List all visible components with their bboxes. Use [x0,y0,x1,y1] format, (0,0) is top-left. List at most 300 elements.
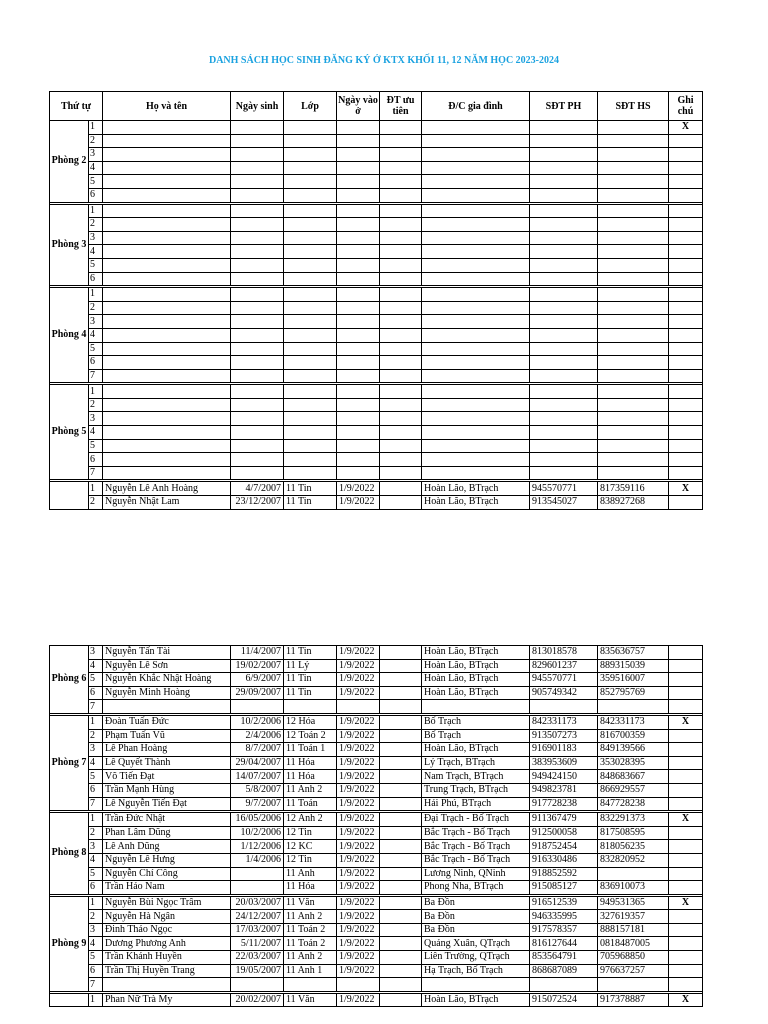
phone-parent-cell [530,272,598,286]
row-number-cell: 2 [89,826,103,840]
phone-parent-cell [530,466,598,480]
student-name-cell [103,188,231,202]
table-row [50,729,703,743]
date-of-birth-cell: 11/4/2007 [231,646,284,660]
date-of-birth-cell [231,161,284,175]
room-label: Phòng 5 [50,385,89,480]
phone-parent-cell [530,700,598,714]
priority-cell [380,993,422,1007]
date-of-birth-cell [231,398,284,412]
date-of-birth-cell: 10/2/2006 [231,826,284,840]
priority-cell [380,453,422,467]
student-name-cell [103,245,231,259]
row-number-cell: 7 [89,466,103,480]
address-cell [422,245,530,259]
row-number-cell: 7 [89,797,103,811]
phone-student-cell: 832820952 [598,853,669,867]
phone-parent-cell: 916901183 [530,743,598,757]
address-cell: Bắc Trạch - Bố Trạch [422,826,530,840]
phone-student-cell: 888157181 [598,923,669,937]
date-in-cell [337,175,380,189]
address-cell: Trung Trạch, BTrạch [422,783,530,797]
phone-student-cell: 817359116 [598,482,669,496]
class-cell: 12 Toán 2 [284,729,337,743]
date-of-birth-cell [231,881,284,895]
date-of-birth-cell [231,272,284,286]
date-of-birth-cell: 5/11/2007 [231,937,284,951]
class-cell [284,978,337,992]
phone-student-cell: 949531365 [598,896,669,910]
class-cell: 11 Toán 1 [284,743,337,757]
date-in-cell: 1/9/2022 [337,729,380,743]
class-cell [284,231,337,245]
row-number-cell: 6 [89,686,103,700]
student-name-cell: Lê Quyết Thành [103,756,231,770]
row-number-cell: 3 [89,412,103,426]
note-cell [669,148,703,162]
class-cell [284,175,337,189]
address-cell [422,385,530,399]
table-row [50,204,703,218]
header-name: Họ và tên [103,92,231,121]
row-number-cell: 2 [89,910,103,924]
row-number-cell: 6 [89,881,103,895]
table-row [50,301,703,315]
student-name-cell [103,700,231,714]
student-name-cell [103,385,231,399]
phone-student-cell: 835636757 [598,646,669,660]
priority-cell [380,426,422,440]
row-number-cell: 4 [89,161,103,175]
address-cell: Ba Đồn [422,923,530,937]
date-in-cell [337,700,380,714]
priority-cell [380,231,422,245]
address-cell: Bắc Trạch - Bố Trạch [422,840,530,854]
address-cell: Ba Đồn [422,896,530,910]
priority-cell [380,964,422,978]
address-cell [422,426,530,440]
address-cell: Hoàn Lão, BTrạch [422,496,530,510]
table-row [50,923,703,937]
header-row [50,92,703,121]
student-name-cell: Nguyễn Lê Anh Hoàng [103,482,231,496]
class-cell: 12 Hóa [284,715,337,729]
note-cell [669,466,703,480]
table-row [50,993,703,1007]
note-cell [669,258,703,272]
phone-student-cell: 327619357 [598,910,669,924]
address-cell: Phong Nha, BTrạch [422,881,530,895]
note-cell [669,840,703,854]
class-cell [284,466,337,480]
date-of-birth-cell: 10/2/2006 [231,715,284,729]
phone-student-cell [598,453,669,467]
class-cell [284,356,337,370]
note-cell [669,426,703,440]
note-cell [669,301,703,315]
note-cell [669,315,703,329]
address-cell: Hoàn Lão, BTrạch [422,743,530,757]
student-name-cell: Nguyễn Minh Hoàng [103,686,231,700]
phone-parent-cell: 913545027 [530,496,598,510]
date-of-birth-cell [231,369,284,383]
date-of-birth-cell: 8/7/2007 [231,743,284,757]
student-name-cell [103,175,231,189]
table-row [50,853,703,867]
address-cell [422,398,530,412]
student-name-cell: Phạm Tuấn Vũ [103,729,231,743]
date-in-cell: 1/9/2022 [337,937,380,951]
note-cell [669,910,703,924]
phone-parent-cell [530,188,598,202]
row-number-cell: 3 [89,315,103,329]
note-cell [669,646,703,660]
row-number-cell: 1 [89,715,103,729]
student-name-cell: Dương Phương Anh [103,937,231,951]
student-name-cell: Trần Khánh Huyền [103,951,231,965]
phone-parent-cell [530,426,598,440]
priority-cell [380,258,422,272]
row-number-cell: 5 [89,439,103,453]
phone-parent-cell [530,134,598,148]
phone-parent-cell [530,245,598,259]
dorm-table-page-1 [49,91,703,510]
table-row [50,826,703,840]
class-cell: 11 Văn [284,993,337,1007]
date-of-birth-cell: 20/03/2007 [231,896,284,910]
date-of-birth-cell: 19/05/2007 [231,964,284,978]
priority-cell [380,148,422,162]
class-cell: 11 Anh 2 [284,951,337,965]
priority-cell [380,315,422,329]
row-number-cell: 5 [89,258,103,272]
table-row [50,910,703,924]
class-cell: 11 Tin [284,646,337,660]
student-name-cell [103,398,231,412]
phone-parent-cell [530,385,598,399]
phone-parent-cell [530,148,598,162]
table-row [50,426,703,440]
address-cell [422,175,530,189]
phone-parent-cell [530,301,598,315]
date-in-cell [337,412,380,426]
priority-cell [380,867,422,881]
student-name-cell: Trần Đức Nhật [103,813,231,827]
date-in-cell: 1/9/2022 [337,993,380,1007]
phone-parent-cell: 945570771 [530,482,598,496]
address-cell [422,412,530,426]
priority-cell [380,301,422,315]
phone-parent-cell [530,121,598,135]
note-cell [669,204,703,218]
phone-parent-cell [530,258,598,272]
table-row [50,412,703,426]
phone-parent-cell [530,175,598,189]
class-cell [284,342,337,356]
date-in-cell [337,978,380,992]
table-row [50,783,703,797]
phone-parent-cell [530,342,598,356]
date-in-cell [337,188,380,202]
note-cell [669,937,703,951]
date-in-cell [337,204,380,218]
phone-student-cell: 976637257 [598,964,669,978]
phone-parent-cell [530,204,598,218]
date-in-cell: 1/9/2022 [337,770,380,784]
priority-cell [380,175,422,189]
date-of-birth-cell [231,453,284,467]
note-cell: X [669,715,703,729]
phone-parent-cell: 949424150 [530,770,598,784]
priority-cell [380,756,422,770]
note-cell [669,245,703,259]
address-cell: Liên Trường, QTrạch [422,951,530,965]
class-cell: 12 Tin [284,853,337,867]
date-in-cell [337,369,380,383]
row-number-cell: 1 [89,813,103,827]
phone-student-cell [598,258,669,272]
class-cell: 11 Anh 2 [284,783,337,797]
priority-cell [380,840,422,854]
address-cell: Bố Trạch [422,729,530,743]
dorm-table-page-2 [49,645,703,1007]
phone-parent-cell: 918752454 [530,840,598,854]
student-name-cell [103,231,231,245]
date-of-birth-cell [231,412,284,426]
address-cell: Hoàn Lão, BTrạch [422,686,530,700]
date-in-cell: 1/9/2022 [337,910,380,924]
priority-cell [380,923,422,937]
date-in-cell: 1/9/2022 [337,797,380,811]
row-number-cell: 7 [89,369,103,383]
student-name-cell [103,466,231,480]
table-row [50,646,703,660]
page-title: DANH SÁCH HỌC SINH ĐĂNG KÝ Ở KTX KHỐI 11, 12 NĂM HỌC 2023-2024 [208,55,559,66]
date-in-cell [337,426,380,440]
room-label: Phòng 3 [50,204,89,286]
student-name-cell: Phan Lâm Dũng [103,826,231,840]
priority-cell [380,482,422,496]
table-row [50,715,703,729]
table-row [50,700,703,714]
address-cell: Hạ Trạch, Bố Trạch [422,964,530,978]
table-row [50,342,703,356]
room-label: Phòng 7 [50,715,89,810]
row-number-cell: 7 [89,978,103,992]
class-cell [284,134,337,148]
date-of-birth-cell [231,204,284,218]
phone-parent-cell: 917728238 [530,797,598,811]
student-name-cell: Nguyễn Bùi Ngọc Trâm [103,896,231,910]
priority-cell [380,896,422,910]
header-dob: Ngày sinh [231,92,284,121]
priority-cell [380,937,422,951]
address-cell: Hải Phú, BTrạch [422,797,530,811]
phone-parent-cell: 913507273 [530,729,598,743]
priority-cell [380,797,422,811]
date-of-birth-cell [231,867,284,881]
date-in-cell: 1/9/2022 [337,743,380,757]
note-cell [669,356,703,370]
address-cell [422,978,530,992]
date-in-cell: 1/9/2022 [337,896,380,910]
date-of-birth-cell [231,328,284,342]
date-of-birth-cell [231,439,284,453]
date-in-cell: 1/9/2022 [337,496,380,510]
student-name-cell: Phan Nữ Trà My [103,993,231,1007]
class-cell: 11 Văn [284,896,337,910]
priority-cell [380,356,422,370]
note-cell [669,783,703,797]
address-cell: Hoàn Lão, BTrạch [422,646,530,660]
table-row [50,453,703,467]
table-row [50,356,703,370]
room-label: Phòng 4 [50,288,89,383]
priority-cell [380,385,422,399]
room-label: Phòng 6 [50,646,89,714]
address-cell: Nam Trạch, BTrạch [422,770,530,784]
row-number-cell: 5 [89,342,103,356]
date-of-birth-cell: 5/8/2007 [231,783,284,797]
address-cell [422,204,530,218]
row-number-cell: 6 [89,356,103,370]
phone-parent-cell: 853564791 [530,951,598,965]
date-of-birth-cell [231,315,284,329]
table-row [50,673,703,687]
phone-parent-cell [530,315,598,329]
address-cell: Hoàn Lão, BTrạch [422,482,530,496]
class-cell [284,426,337,440]
address-cell [422,453,530,467]
address-cell [422,315,530,329]
note-cell [669,328,703,342]
date-in-cell [337,385,380,399]
phone-student-cell [598,439,669,453]
row-number-cell: 7 [89,700,103,714]
phone-student-cell: 836910073 [598,881,669,895]
date-in-cell: 1/9/2022 [337,783,380,797]
priority-cell [380,783,422,797]
note-cell [669,673,703,687]
phone-student-cell: 353028395 [598,756,669,770]
header-class: Lớp [284,92,337,121]
student-name-cell [103,369,231,383]
priority-cell [380,161,422,175]
class-cell: 11 Toán 2 [284,923,337,937]
table-row [50,258,703,272]
priority-cell [380,204,422,218]
row-number-cell: 6 [89,964,103,978]
note-cell [669,218,703,232]
date-in-cell [337,231,380,245]
phone-student-cell [598,356,669,370]
phone-parent-cell [530,161,598,175]
note-cell [669,272,703,286]
student-name-cell: Nguyễn Nhật Lam [103,496,231,510]
table-row [50,328,703,342]
header-priority: ĐT ưu tiên [380,92,422,121]
date-in-cell [337,134,380,148]
class-cell [284,369,337,383]
table-row [50,937,703,951]
table-row [50,867,703,881]
student-name-cell: Trần Thị Huyền Trang [103,964,231,978]
table-row [50,369,703,383]
student-name-cell [103,328,231,342]
note-cell [669,161,703,175]
date-in-cell [337,121,380,135]
phone-student-cell: 359516007 [598,673,669,687]
row-number-cell: 1 [89,121,103,135]
note-cell: X [669,121,703,135]
phone-student-cell [598,134,669,148]
priority-cell [380,121,422,135]
date-of-birth-cell [231,426,284,440]
phone-student-cell: 852795769 [598,686,669,700]
phone-student-cell: 889315039 [598,659,669,673]
note-cell [669,826,703,840]
class-cell [284,121,337,135]
class-cell: 11 Tin [284,686,337,700]
date-in-cell [337,258,380,272]
row-number-cell: 5 [89,175,103,189]
date-of-birth-cell: 4/7/2007 [231,482,284,496]
row-number-cell: 6 [89,188,103,202]
address-cell [422,369,530,383]
row-number-cell: 4 [89,937,103,951]
phone-parent-cell: 912500058 [530,826,598,840]
student-name-cell: Đoàn Tuấn Đức [103,715,231,729]
class-cell: 11 Anh 1 [284,964,337,978]
class-cell [284,301,337,315]
date-in-cell [337,328,380,342]
date-of-birth-cell: 29/09/2007 [231,686,284,700]
phone-parent-cell: 915072524 [530,993,598,1007]
date-of-birth-cell [231,121,284,135]
note-cell [669,369,703,383]
phone-student-cell: 832291373 [598,813,669,827]
note-cell [669,951,703,965]
class-cell [284,272,337,286]
phone-student-cell [598,466,669,480]
student-name-cell [103,453,231,467]
row-number-cell: 2 [89,218,103,232]
note-cell: X [669,896,703,910]
student-name-cell [103,301,231,315]
class-cell: 11 Toán [284,797,337,811]
table-row [50,121,703,135]
priority-cell [380,369,422,383]
note-cell [669,743,703,757]
class-cell: 11 Tin [284,482,337,496]
note-cell [669,134,703,148]
phone-parent-cell: 868687089 [530,964,598,978]
class-cell: 11 Tin [284,496,337,510]
class-cell: 11 Tin [284,673,337,687]
room-label [50,993,89,1007]
note-cell: X [669,813,703,827]
phone-parent-cell: 813018578 [530,646,598,660]
table-row [50,175,703,189]
address-cell: Bắc Trạch - Bố Trạch [422,853,530,867]
phone-student-cell [598,867,669,881]
phone-student-cell: 866929557 [598,783,669,797]
date-of-birth-cell [231,245,284,259]
student-name-cell: Trần Hảo Nam [103,881,231,895]
note-cell [669,853,703,867]
date-in-cell: 1/9/2022 [337,756,380,770]
date-of-birth-cell [231,134,284,148]
